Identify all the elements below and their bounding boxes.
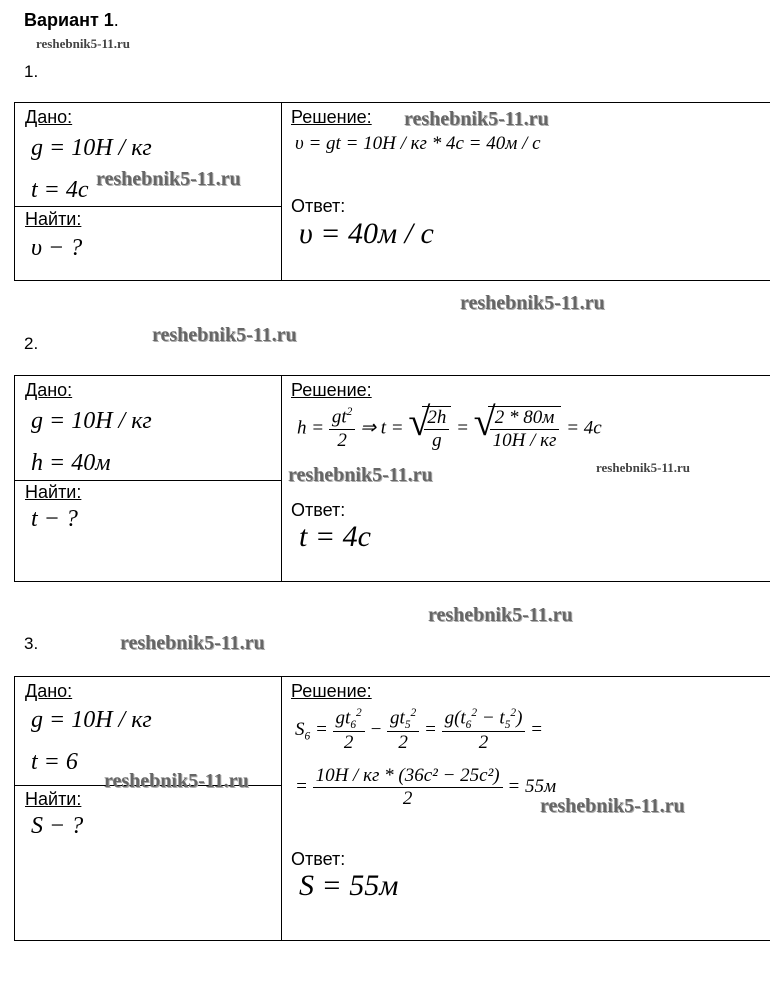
given-g: g = 10H / кг bbox=[31, 135, 152, 161]
problem-1-table bbox=[14, 102, 770, 281]
watermark: reshebnik5-11.ru bbox=[288, 464, 433, 486]
solution-line-1: $S_6$ = $\frac{gt_6^2}{2}$ − $\frac{gt_5^2}{2}$ = $\frac{g(t_6^2 - t_5^2)}{2}$ = bbox=[295, 707, 543, 754]
find-label: Найти: bbox=[25, 789, 82, 809]
answer-label: Ответ: bbox=[291, 196, 346, 216]
problem-number-3: 3. bbox=[24, 634, 39, 653]
find-label: Найти: bbox=[25, 209, 82, 229]
problem-number-2: 2. bbox=[24, 334, 39, 353]
solution-label: Решение: bbox=[291, 681, 372, 701]
watermark: reshebnik5-11.ru bbox=[428, 604, 573, 626]
solution-formula: υ = gt = 10H / кг * 4c = 40м / c bbox=[295, 133, 541, 154]
given-label: Дано: bbox=[25, 107, 73, 127]
answer-value: t = 4c bbox=[299, 520, 371, 553]
find-label: Найти: bbox=[25, 482, 82, 502]
given-label: Дано: bbox=[25, 681, 73, 701]
watermark: reshebnik5-11.ru bbox=[596, 460, 691, 475]
row-divider bbox=[15, 480, 281, 481]
answer-value: υ = 40м / c bbox=[299, 217, 434, 250]
watermark: reshebnik5-11.ru bbox=[460, 292, 605, 314]
row-divider bbox=[15, 206, 281, 207]
answer-label: Ответ: bbox=[291, 500, 346, 520]
watermark: reshebnik5-11.ru bbox=[96, 168, 241, 190]
solution-label: Решение: bbox=[291, 107, 372, 127]
page-title: Вариант 1. bbox=[24, 10, 119, 30]
solution-label: Решение: bbox=[291, 380, 372, 400]
find-value: υ − ? bbox=[31, 235, 83, 261]
watermark: reshebnik5-11.ru bbox=[540, 795, 685, 817]
given-g: g = 10H / кг bbox=[31, 707, 152, 733]
header-watermark: reshebnik5-11.ru bbox=[36, 36, 131, 51]
given-g: g = 10H / кг bbox=[31, 408, 152, 434]
answer-value: S = 55м bbox=[299, 869, 399, 902]
given-label: Дано: bbox=[25, 380, 73, 400]
column-divider bbox=[281, 376, 282, 581]
given-t: t = 4c bbox=[31, 177, 89, 203]
solution-formula: h = $\frac{gt^2}{2}$ ⇒ t = √ $\frac{2h}{g}$ = √ $\frac{2 * 80м}{10H / кг}$ = 4c bbox=[297, 399, 602, 451]
problem-number-1: 1. bbox=[24, 62, 39, 81]
watermark: reshebnik5-11.ru bbox=[104, 770, 249, 792]
watermark: reshebnik5-11.ru bbox=[120, 632, 265, 654]
find-value: t − ? bbox=[31, 506, 78, 532]
find-value: S − ? bbox=[31, 813, 84, 839]
column-divider bbox=[281, 103, 282, 280]
given-t6: t = 6 bbox=[31, 749, 78, 775]
answer-label: Ответ: bbox=[291, 849, 346, 869]
column-divider bbox=[281, 677, 282, 940]
solution-line-2: = $\frac{\text{10H / кг * (36c² − 25c²)}}{2}$ = 55м bbox=[295, 765, 557, 809]
watermark: reshebnik5-11.ru bbox=[152, 324, 297, 346]
watermark: reshebnik5-11.ru bbox=[404, 108, 549, 130]
given-h: h = 40м bbox=[31, 450, 111, 476]
